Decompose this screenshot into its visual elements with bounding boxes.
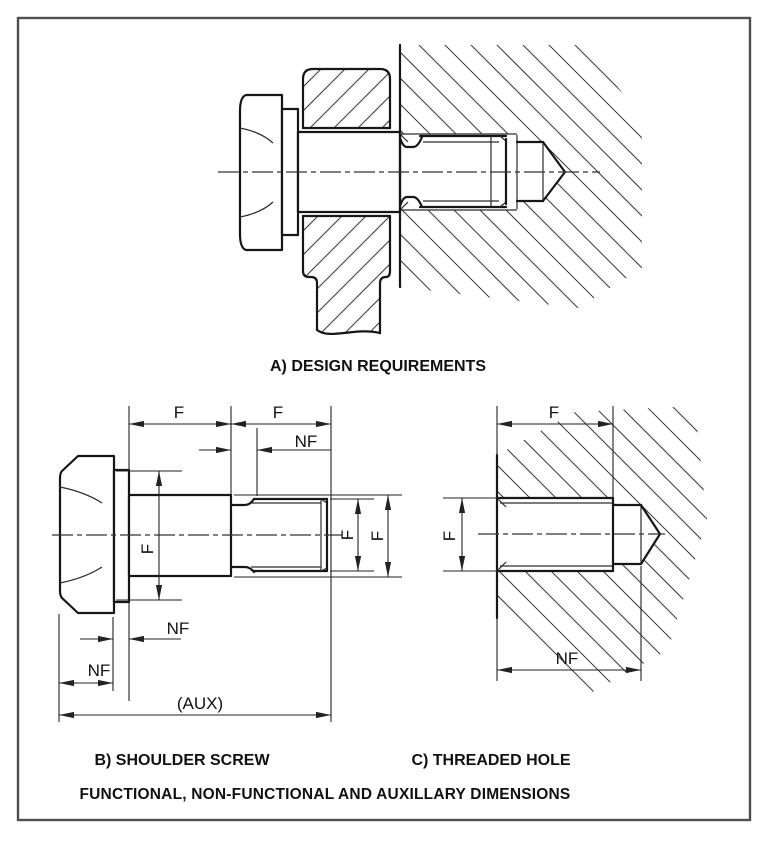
dim-label-shoulder-length: F: [173, 403, 185, 422]
dim-label-shoulder-diameter: F: [368, 530, 387, 542]
block-hatching: [202, 404, 768, 697]
section-c-caption: C) THREADED HOLE: [411, 752, 571, 769]
dim-label-hole-diameter: F: [440, 530, 459, 542]
section-b-shoulder-screw: [52, 403, 402, 769]
hatch-line: [625, 43, 768, 310]
figure-title: FUNCTIONAL, NON-FUNCTIONAL AND AUXILLARY DIMENSIONS: [79, 786, 571, 803]
hatch-line: [696, 404, 768, 697]
dim-label-washer-face-width: NF: [166, 619, 190, 638]
dim-label-thread-undercut: NF: [294, 432, 318, 451]
dim-label-thread-depth: F: [548, 403, 560, 422]
hatch-line: [228, 404, 521, 697]
section-a-design-requirements: [28, 43, 768, 375]
dim-label-thread-diameter: F: [338, 529, 357, 541]
hatch-line: [202, 404, 495, 697]
hatch-line: [599, 43, 768, 310]
hatch-line: [547, 43, 768, 310]
washer-flange: [114, 470, 129, 602]
clamped-plate-lower-outline: [303, 216, 390, 334]
section-b-caption: B) SHOULDER SCREW: [94, 752, 270, 769]
dim-label-drilled-depth: NF: [555, 649, 579, 668]
dim-label-thread-length: F: [272, 403, 284, 422]
dim-label-head-height: NF: [87, 661, 111, 680]
dim-label-overall-length-aux: (AUX): [176, 694, 224, 713]
section-a-caption: A) DESIGN REQUIREMENTS: [269, 358, 487, 375]
section-c-threaded-hole: [202, 403, 768, 769]
hatch-line: [670, 404, 768, 697]
dim-label-flange-diameter: F: [138, 543, 157, 555]
